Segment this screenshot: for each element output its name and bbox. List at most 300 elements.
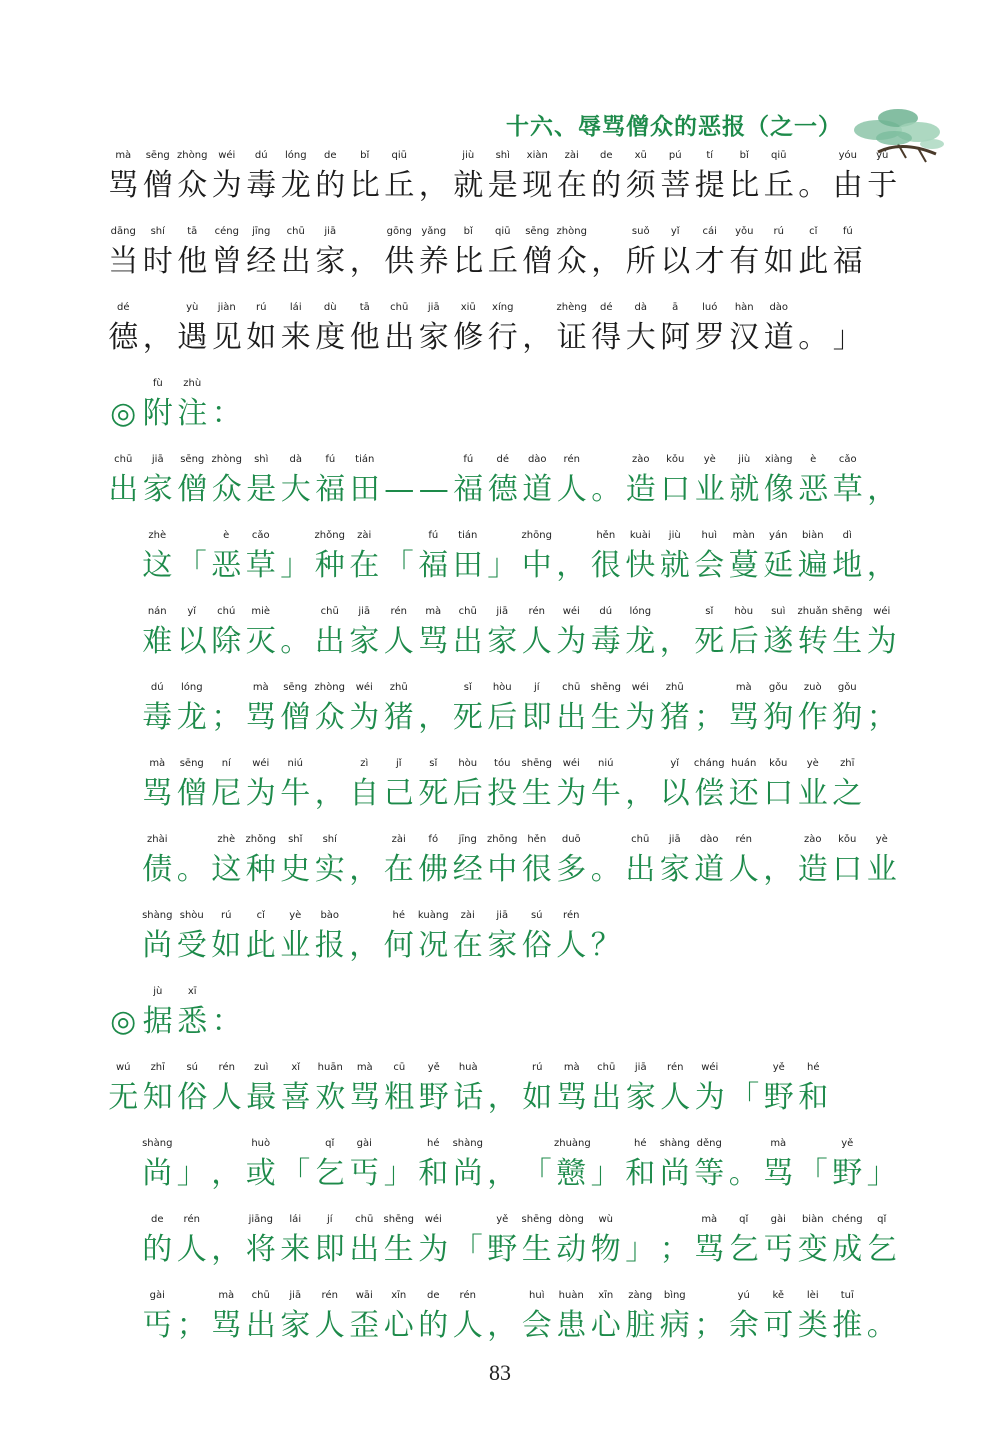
hanzi-char xyxy=(796,530,831,584)
pinyin: cǎo xyxy=(251,530,270,541)
hanzi: 如 xyxy=(763,244,794,279)
pinyin: bǐ xyxy=(360,150,370,161)
hanzi: 。 xyxy=(728,1156,759,1191)
hanzi: 来 xyxy=(280,320,311,355)
pinyin: bào xyxy=(320,910,340,921)
hanzi-char xyxy=(486,454,521,508)
hanzi-char xyxy=(589,472,624,508)
hanzi: — xyxy=(418,472,449,507)
hanzi-char xyxy=(209,758,244,812)
pinyin: gǒu xyxy=(837,682,857,693)
hanzi-char xyxy=(417,472,452,508)
hanzi: 的 xyxy=(142,1232,173,1267)
pinyin: hòu xyxy=(734,606,754,617)
hanzi: 家 xyxy=(142,472,173,507)
hanzi-char xyxy=(106,1004,141,1040)
hanzi-char xyxy=(209,1232,244,1268)
hanzi: 据 xyxy=(142,1004,173,1039)
hanzi-char xyxy=(417,226,452,280)
hanzi: 曾 xyxy=(211,244,242,279)
hanzi: 成 xyxy=(832,1232,863,1267)
hanzi-char xyxy=(796,320,831,356)
hanzi: ， xyxy=(349,244,380,279)
hanzi-char xyxy=(520,1214,555,1268)
hanzi: 野 xyxy=(832,1156,863,1191)
pinyin: mà xyxy=(735,682,752,693)
pinyin: rén xyxy=(563,454,580,465)
hanzi-char xyxy=(416,1214,451,1268)
hanzi: 为 xyxy=(866,624,897,659)
hanzi-char xyxy=(278,1290,313,1344)
hanzi: 人 xyxy=(728,852,759,887)
pinyin: hòu xyxy=(458,758,478,769)
hanzi-char xyxy=(727,530,762,584)
hanzi-char xyxy=(520,682,555,736)
hanzi: 他 xyxy=(177,244,208,279)
pinyin: zhòng xyxy=(314,682,345,693)
hanzi-char xyxy=(313,226,348,280)
hanzi-char xyxy=(175,454,210,508)
hanzi-char xyxy=(693,150,728,204)
hanzi-char xyxy=(451,1290,486,1344)
pinyin: huì xyxy=(529,1290,545,1301)
pinyin: jiā xyxy=(496,910,509,921)
hanzi-char xyxy=(727,454,762,508)
hanzi: 如 xyxy=(246,320,277,355)
hanzi: 家 xyxy=(659,852,690,887)
hanzi: ◎ xyxy=(110,396,137,431)
hanzi-char xyxy=(278,1214,313,1268)
hanzi-char xyxy=(555,150,590,204)
hanzi-char xyxy=(382,472,417,508)
text-line xyxy=(140,530,899,608)
pinyin: wéi xyxy=(631,682,649,693)
pinyin: dòng xyxy=(558,1214,584,1225)
pinyin: yè xyxy=(289,910,302,921)
pinyin: wéi xyxy=(562,758,580,769)
hanzi: 狗 xyxy=(763,700,794,735)
pinyin: lèi xyxy=(806,1290,819,1301)
hanzi: 就 xyxy=(453,168,484,203)
hanzi-char xyxy=(762,302,797,356)
pinyin: zài xyxy=(391,834,406,845)
pinyin: huán xyxy=(731,758,757,769)
hanzi: 业 xyxy=(797,776,828,811)
hanzi: 骂 xyxy=(556,1080,587,1115)
hanzi-char xyxy=(589,1062,624,1116)
pinyin: zài xyxy=(564,150,579,161)
pinyin: zhī xyxy=(150,1062,165,1073)
pinyin: xíng xyxy=(492,302,514,313)
hanzi-char xyxy=(865,1214,900,1268)
hanzi-char xyxy=(830,834,865,888)
pinyin: jù xyxy=(153,986,163,997)
hanzi: 生 xyxy=(521,776,552,811)
pinyin: shēng xyxy=(832,606,863,617)
pinyin: zhòng xyxy=(177,150,208,161)
text-line xyxy=(106,302,865,380)
pinyin: wéi xyxy=(424,1214,442,1225)
hanzi: ， xyxy=(556,548,587,583)
hanzi: 猪 xyxy=(659,700,690,735)
hanzi: 阿 xyxy=(660,320,691,355)
hanzi: 生 xyxy=(383,1232,414,1267)
hanzi: 为 xyxy=(211,168,242,203)
pinyin: ā xyxy=(672,302,679,313)
hanzi-char xyxy=(209,834,244,888)
hanzi-char xyxy=(209,1156,244,1192)
pinyin: hěn xyxy=(596,530,616,541)
pinyin: zhè xyxy=(217,834,236,845)
hanzi-char xyxy=(624,150,659,204)
hanzi: 偿 xyxy=(694,776,725,811)
hanzi: 粗 xyxy=(384,1080,415,1115)
text-line xyxy=(140,1214,899,1292)
hanzi-char xyxy=(175,226,210,280)
hanzi-char xyxy=(209,1290,244,1344)
pinyin: chū xyxy=(562,682,581,693)
pinyin: hòu xyxy=(492,682,512,693)
hanzi-char xyxy=(348,150,383,204)
hanzi-char xyxy=(416,1138,451,1192)
pinyin: dì xyxy=(842,530,852,541)
hanzi: 像 xyxy=(763,472,794,507)
pinyin: shì xyxy=(495,150,510,161)
hanzi: 猪 xyxy=(383,700,414,735)
hanzi-char xyxy=(140,834,175,888)
hanzi: 这 xyxy=(211,852,242,887)
pinyin: è xyxy=(223,530,230,541)
hanzi-char xyxy=(658,624,693,660)
pinyin: kuàng xyxy=(417,910,449,921)
pinyin: zào xyxy=(804,834,822,845)
hanzi: 将 xyxy=(245,1232,276,1267)
hanzi: 作 xyxy=(797,700,828,735)
pinyin: yù xyxy=(186,302,199,313)
hanzi-char xyxy=(555,454,590,508)
hanzi: 得 xyxy=(591,320,622,355)
hanzi: 供 xyxy=(384,244,415,279)
hanzi: 和 xyxy=(798,1080,829,1115)
hanzi-char xyxy=(589,150,624,204)
hanzi: 心 xyxy=(383,1308,414,1343)
hanzi: 业 xyxy=(866,852,897,887)
pinyin: qǐ xyxy=(325,1138,335,1149)
hanzi: 出 xyxy=(452,624,483,659)
pinyin: chū xyxy=(390,302,409,313)
hanzi-char xyxy=(624,454,659,508)
hanzi-char xyxy=(520,606,555,660)
pinyin: lóng xyxy=(180,682,203,693)
hanzi: 生 xyxy=(832,624,863,659)
hanzi: 他 xyxy=(349,320,380,355)
hanzi: ， xyxy=(349,928,380,963)
hanzi: 无 xyxy=(108,1080,139,1115)
hanzi-char xyxy=(658,1062,693,1116)
hanzi-char xyxy=(279,226,314,280)
pinyin: shēng xyxy=(383,1214,414,1225)
hanzi-char xyxy=(520,1062,555,1116)
hanzi: 的 xyxy=(591,168,622,203)
pinyin: zhuǎn xyxy=(797,606,828,617)
pinyin: zhài xyxy=(147,834,168,845)
pinyin: rú xyxy=(532,1062,543,1073)
pinyin: xīn xyxy=(391,1290,407,1301)
hanzi-char xyxy=(589,606,624,660)
hanzi-char xyxy=(761,1214,796,1268)
hanzi-char xyxy=(831,320,866,356)
pinyin: dú xyxy=(599,606,613,617)
pinyin: wéi xyxy=(355,682,373,693)
pinyin: dù xyxy=(323,302,337,313)
hanzi: 人 xyxy=(211,1080,242,1115)
hanzi: 提 xyxy=(694,168,725,203)
hanzi: 脏 xyxy=(625,1308,656,1343)
hanzi-char xyxy=(278,910,313,964)
hanzi-char xyxy=(279,150,314,204)
hanzi-char xyxy=(693,226,728,280)
hanzi-char xyxy=(485,834,520,888)
pinyin: nán xyxy=(147,606,167,617)
hanzi: 毒 xyxy=(142,700,173,735)
hanzi-char xyxy=(865,1308,900,1344)
hanzi: 「 xyxy=(452,1232,483,1267)
hanzi: 是 xyxy=(246,472,277,507)
hanzi: 骂 xyxy=(694,1232,725,1267)
hanzi-char xyxy=(658,1232,693,1268)
hanzi-char xyxy=(140,682,175,736)
pinyin: chū xyxy=(114,454,133,465)
hanzi-char xyxy=(451,1232,486,1268)
hanzi-char xyxy=(313,530,348,584)
chapter-header: 十六、辱骂僧众的恶报（之一） xyxy=(506,113,842,140)
pinyin: zhǒng xyxy=(314,530,345,541)
hanzi: 野 xyxy=(763,1080,794,1115)
pinyin: rén xyxy=(735,834,752,845)
hanzi: 尚 xyxy=(659,1156,690,1191)
hanzi: 患 xyxy=(556,1308,587,1343)
text-line xyxy=(140,758,865,836)
hanzi: 丘 xyxy=(384,168,415,203)
hanzi-char xyxy=(278,548,313,584)
hanzi-char xyxy=(313,150,348,204)
pinyin: rén xyxy=(459,1290,476,1301)
hanzi: 这 xyxy=(142,548,173,583)
hanzi: 尼 xyxy=(211,776,242,811)
hanzi-char xyxy=(485,1156,520,1192)
pinyin: chū xyxy=(458,606,477,617)
hanzi-char xyxy=(347,606,382,660)
hanzi-char xyxy=(796,226,831,280)
hanzi: 还 xyxy=(728,776,759,811)
hanzi-char xyxy=(520,1156,555,1192)
hanzi: ， xyxy=(487,1308,518,1343)
hanzi-char xyxy=(486,226,521,280)
hanzi-char xyxy=(416,834,451,888)
hanzi-char xyxy=(347,530,382,584)
hanzi-char xyxy=(244,682,279,736)
hanzi-char xyxy=(175,150,210,204)
hanzi-char xyxy=(727,758,762,812)
hanzi: 草 xyxy=(245,548,276,583)
pinyin: rú xyxy=(221,910,232,921)
text-line xyxy=(106,226,865,304)
hanzi-char xyxy=(865,472,900,508)
hanzi: 在 xyxy=(383,852,414,887)
hanzi-char xyxy=(244,302,279,356)
hanzi-char xyxy=(382,150,417,204)
hanzi-char xyxy=(141,986,176,1040)
hanzi-char xyxy=(796,834,831,888)
hanzi-char xyxy=(141,1062,176,1116)
pinyin: mà xyxy=(149,758,166,769)
hanzi-char xyxy=(209,606,244,660)
pinyin: rén xyxy=(667,1062,684,1073)
hanzi: 受 xyxy=(176,928,207,963)
pinyin: biàn xyxy=(801,530,824,541)
pinyin: huà xyxy=(458,1062,478,1073)
hanzi-char xyxy=(382,302,417,356)
hanzi: 以 xyxy=(176,624,207,659)
hanzi: 生 xyxy=(521,1232,552,1267)
hanzi: 丘 xyxy=(487,244,518,279)
hanzi: 如 xyxy=(522,1080,553,1115)
hanzi-char xyxy=(658,530,693,584)
pinyin: xiàn xyxy=(526,150,548,161)
hanzi: 和 xyxy=(418,1156,449,1191)
pinyin: tā xyxy=(359,302,370,313)
hanzi: 骂 xyxy=(245,700,276,735)
hanzi-char xyxy=(623,682,658,736)
hanzi-char xyxy=(416,758,451,812)
pinyin: kě xyxy=(772,1290,785,1301)
hanzi: 人 xyxy=(660,1080,691,1115)
hanzi: 乞 xyxy=(866,1232,897,1267)
pinyin: jiā xyxy=(634,1062,647,1073)
hanzi: 中 xyxy=(487,852,518,887)
hanzi: 」 xyxy=(866,1156,897,1191)
hanzi-char xyxy=(451,682,486,736)
hanzi-char xyxy=(141,226,176,280)
hanzi-char xyxy=(796,168,831,204)
hanzi: 为 xyxy=(556,624,587,659)
hanzi-char xyxy=(520,910,555,964)
hanzi: 于 xyxy=(867,168,898,203)
pinyin: de xyxy=(600,150,613,161)
pinyin: pú xyxy=(668,150,682,161)
pinyin: jiā xyxy=(151,454,164,465)
pinyin: jiāng xyxy=(248,1214,273,1225)
pinyin: yú xyxy=(737,1290,750,1301)
hanzi-char xyxy=(313,606,348,660)
hanzi: 之 xyxy=(832,776,863,811)
pinyin: qiū xyxy=(495,226,511,237)
hanzi: 大 xyxy=(625,320,656,355)
hanzi-char xyxy=(692,1308,727,1344)
hanzi-char xyxy=(244,1138,279,1192)
pinyin: jí xyxy=(533,682,540,693)
hanzi-char xyxy=(485,1308,520,1344)
hanzi-char xyxy=(554,1290,589,1344)
pinyin: de xyxy=(151,1214,164,1225)
pinyin: céng xyxy=(214,226,239,237)
hanzi: 心 xyxy=(590,1308,621,1343)
pinyin: shí xyxy=(322,834,337,845)
hanzi-char xyxy=(658,302,693,356)
hanzi: 人 xyxy=(383,624,414,659)
hanzi-char xyxy=(727,682,762,736)
hanzi: 龙 xyxy=(625,624,656,659)
pinyin: cháng xyxy=(693,758,725,769)
pinyin: kǒu xyxy=(769,758,788,769)
pinyin: cái xyxy=(702,226,717,237)
hanzi-char xyxy=(382,834,417,888)
pinyin: yú xyxy=(876,150,889,161)
pinyin: jiàn xyxy=(217,302,236,313)
hanzi-char xyxy=(658,454,693,508)
hanzi-char xyxy=(175,758,210,812)
hanzi: 野 xyxy=(487,1232,518,1267)
pinyin: wù xyxy=(598,1214,614,1225)
hanzi: 灭 xyxy=(245,624,276,659)
hanzi: 为 xyxy=(349,700,380,735)
hanzi-char xyxy=(140,530,175,584)
hanzi: 造 xyxy=(625,472,656,507)
hanzi-char xyxy=(796,682,831,736)
hanzi-char xyxy=(210,396,245,432)
hanzi: 话 xyxy=(453,1080,484,1115)
hanzi: 「 xyxy=(729,1080,760,1115)
hanzi-char xyxy=(175,548,210,584)
pinyin: chū xyxy=(355,1214,374,1225)
hanzi-char xyxy=(210,150,245,204)
hanzi: 悉 xyxy=(177,1004,208,1039)
hanzi-char xyxy=(313,834,348,888)
hanzi: 出 xyxy=(280,244,311,279)
pinyin: dāng xyxy=(110,226,136,237)
hanzi: 类 xyxy=(797,1308,828,1343)
hanzi-char xyxy=(382,758,417,812)
hanzi: ， xyxy=(487,1080,518,1115)
hanzi: — xyxy=(384,472,415,507)
hanzi: ： xyxy=(211,1004,242,1039)
hanzi: 很 xyxy=(521,852,552,887)
pinyin: yě xyxy=(772,1062,785,1073)
hanzi: 口 xyxy=(660,472,691,507)
hanzi-char xyxy=(140,758,175,812)
hanzi-char xyxy=(244,454,279,508)
pinyin: de xyxy=(324,150,337,161)
hanzi: 遇 xyxy=(177,320,208,355)
hanzi-char xyxy=(244,910,279,964)
pinyin: hé xyxy=(427,1138,440,1149)
pinyin: děng xyxy=(696,1138,722,1149)
hanzi-char xyxy=(727,302,762,356)
hanzi-char xyxy=(451,606,486,660)
hanzi-char xyxy=(520,454,555,508)
hanzi: 人 xyxy=(176,1232,207,1267)
pinyin: shēng xyxy=(590,682,621,693)
hanzi-char xyxy=(278,624,313,660)
pinyin: jīng xyxy=(252,226,271,237)
hanzi: ？ xyxy=(590,928,621,963)
pinyin: zhuàng xyxy=(554,1138,591,1149)
hanzi-char xyxy=(762,454,797,508)
hanzi-char xyxy=(451,302,486,356)
hanzi-char xyxy=(727,834,762,888)
hanzi-char xyxy=(761,758,796,812)
text-line xyxy=(106,454,900,532)
